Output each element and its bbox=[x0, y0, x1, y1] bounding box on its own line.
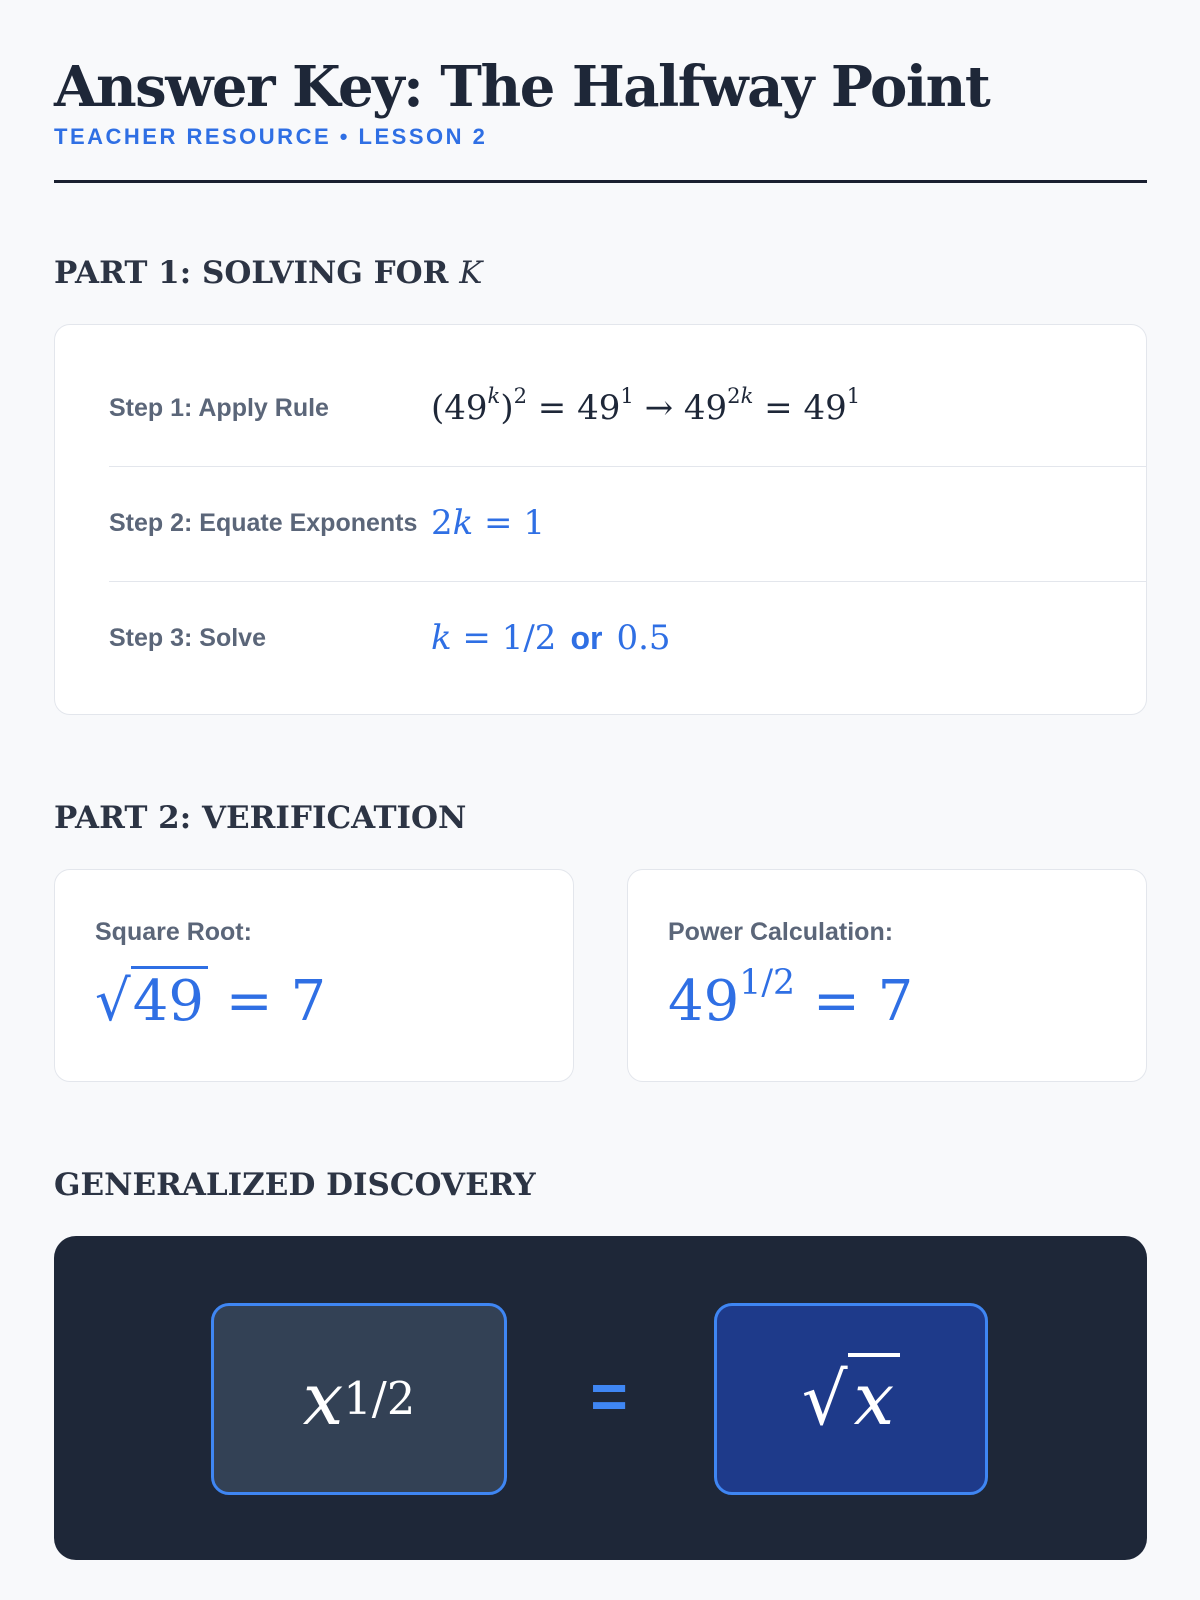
part1-heading bbox=[54, 255, 482, 291]
step-row-3 bbox=[109, 581, 1147, 696]
part1-heading-variable: K bbox=[459, 255, 483, 291]
square-root-equation: √49 = 7 bbox=[95, 970, 326, 1034]
step-3-label: Step 3: Solve bbox=[109, 624, 266, 652]
part2-heading: PART 2: VERIFICATION bbox=[54, 800, 467, 836]
step-row-1 bbox=[109, 351, 1147, 467]
step-3-equation: k = 1/2 or 0.5 bbox=[431, 618, 671, 658]
square-root-box: √x bbox=[714, 1303, 988, 1495]
discovery-panel bbox=[54, 1236, 1147, 1560]
solving-card bbox=[54, 324, 1147, 715]
part1-heading-text: PART 1: SOLVING FOR bbox=[54, 255, 460, 291]
fractional-exponent-box: x 1/2 bbox=[211, 1303, 507, 1495]
discovery-heading: GENERALIZED DISCOVERY bbox=[54, 1167, 536, 1203]
step-2-label: Step 2: Equate Exponents bbox=[109, 509, 418, 537]
equals-sign: = bbox=[590, 1360, 628, 1432]
power-calculation-label: Power Calculation: bbox=[668, 918, 894, 946]
square-root-label: Square Root: bbox=[95, 918, 252, 946]
power-calculation-card bbox=[627, 869, 1147, 1082]
step-1-equation: $(49^k)^2 = 49^1 \to 49^{2k} = 49^1$ bbox=[431, 383, 861, 428]
power-calculation-equation: $49^{1/2} = 7$ bbox=[668, 962, 914, 1034]
square-root-card bbox=[54, 869, 574, 1082]
page-title: Answer Key: The Halfway Point bbox=[54, 54, 990, 120]
title-divider bbox=[54, 180, 1147, 183]
or-word: or bbox=[570, 620, 603, 656]
step-row-2 bbox=[109, 466, 1147, 582]
page-subtitle: TEACHER RESOURCE • LESSON 2 bbox=[54, 124, 488, 149]
step-2-equation: 2k = 1 bbox=[431, 503, 545, 543]
step-1-label: Step 1: Apply Rule bbox=[109, 394, 329, 422]
